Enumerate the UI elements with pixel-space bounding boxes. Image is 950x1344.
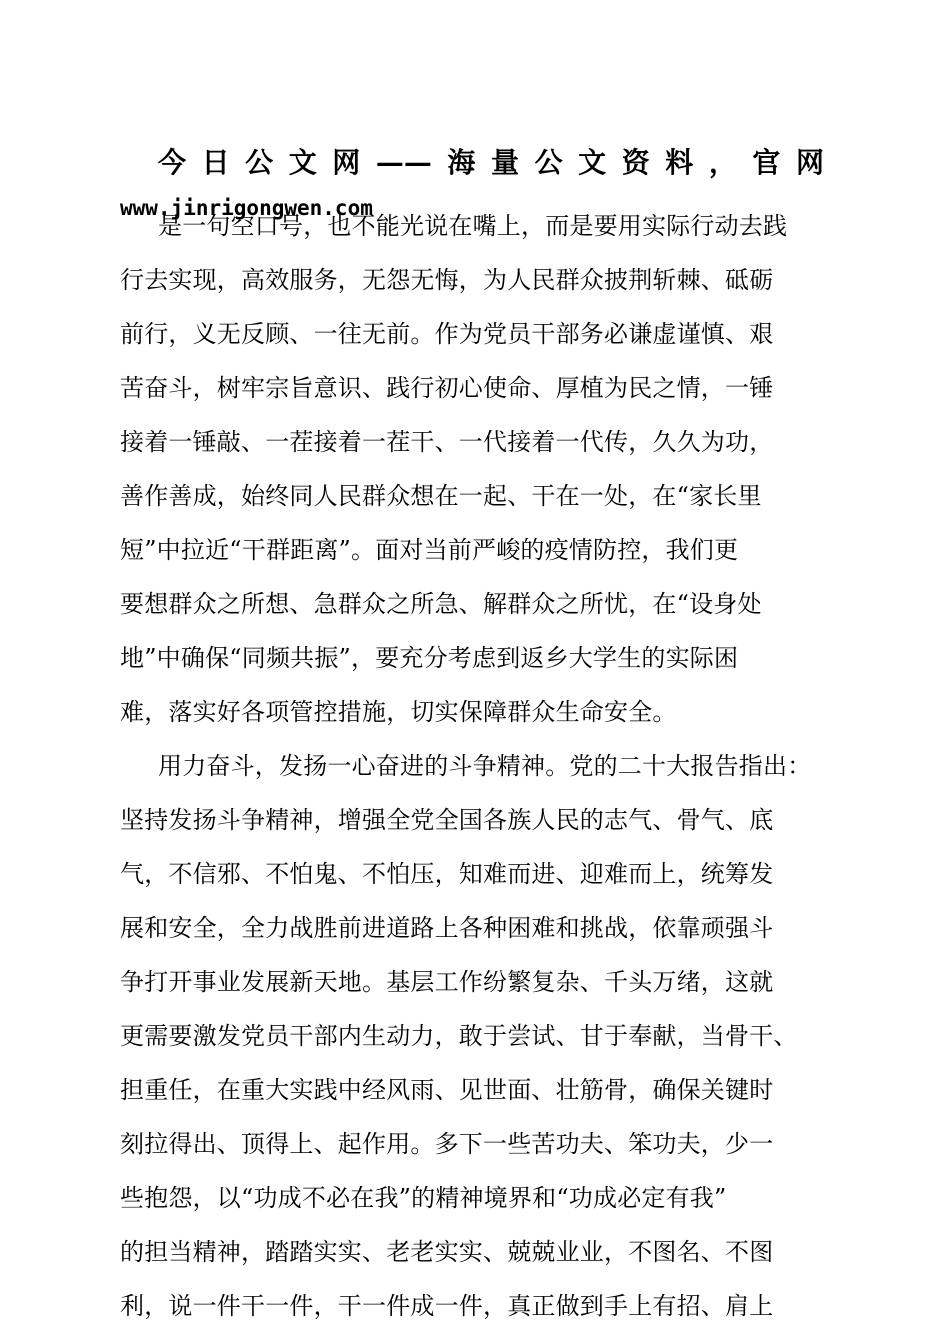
paragraph-line: 要想群众之所想、急群众之所急、解群众之所忧，在“设身处 [120,590,762,618]
paragraph-line: 短”中拉近“干群距离”。面对当前严峻的疫情防控，我们更 [120,536,739,564]
paragraph-line: 是一句空口号，也不能光说在嘴上，而是要用实际行动去践 [158,212,788,240]
paragraph-line: 地”中确保“同频共振”，要充分考虑到返乡大学生的实际困 [120,644,739,672]
paragraph-line: 坚持发扬斗争精神，增强全党全国各族人民的志气、骨气、底 [120,806,774,834]
paragraph-line: 苦奋斗，树牢宗旨意识、践行初心使命、厚植为民之情，一锤 [120,374,774,402]
paragraph-line: 展和安全，全力战胜前进道路上各种困难和挑战，依靠顽强斗 [120,914,774,942]
paragraph-line: 担重任，在重大实践中经风雨、见世面、壮筋骨，确保关键时 [120,1076,774,1104]
paragraph-line: 更需要激发党员干部内生动力，敢于尝试、甘于奉献，当骨干、 [120,1022,798,1050]
paragraph-line: 用力奋斗，发扬一心奋进的斗争精神。党的二十大报告指出： [158,752,812,780]
paragraph-line: 的担当精神，踏踏实实、老老实实、兢兢业业，不图名、不图 [120,1238,774,1266]
paragraph-line: 行去实现，高效服务，无怨无悔，为人民群众披荆斩棘、砥砺 [120,266,774,294]
paragraph-line: 善作善成，始终同人民群众想在一起、干在一处，在“家长里 [120,482,762,510]
paragraph-line: 难，落实好各项管控措施，切实保障群众生命安全。 [120,698,677,726]
paragraph-line: 接着一锤敲、一茬接着一茬干、一代接着一代传，久久为功， [120,428,774,456]
paragraph-line: 些抱怨，以“功成不必在我”的精神境界和“功成必定有我” [120,1184,727,1212]
paragraph-line: 前行，义无反顾、一往无前。作为党员干部务必谦虚谨慎、艰 [120,320,774,348]
paragraph-line: 气，不信邪、不怕鬼、不怕压，知难而进、迎难而上，统筹发 [120,860,774,888]
paragraph-line: 争打开事业发展新天地。基层工作纷繁复杂、千头万绪，这就 [120,968,774,996]
header-title: 今日公文网——海量公文资料，官网 [158,146,824,179]
header-url: www.jinrigongwen.com [120,196,373,220]
paragraph-line: 刻拉得出、顶得上、起作用。多下一些苦功夫、笨功夫，少一 [120,1130,774,1158]
paragraph-line: 利，说一件干一件，干一件成一件，真正做到手上有招、肩上 [120,1292,774,1320]
